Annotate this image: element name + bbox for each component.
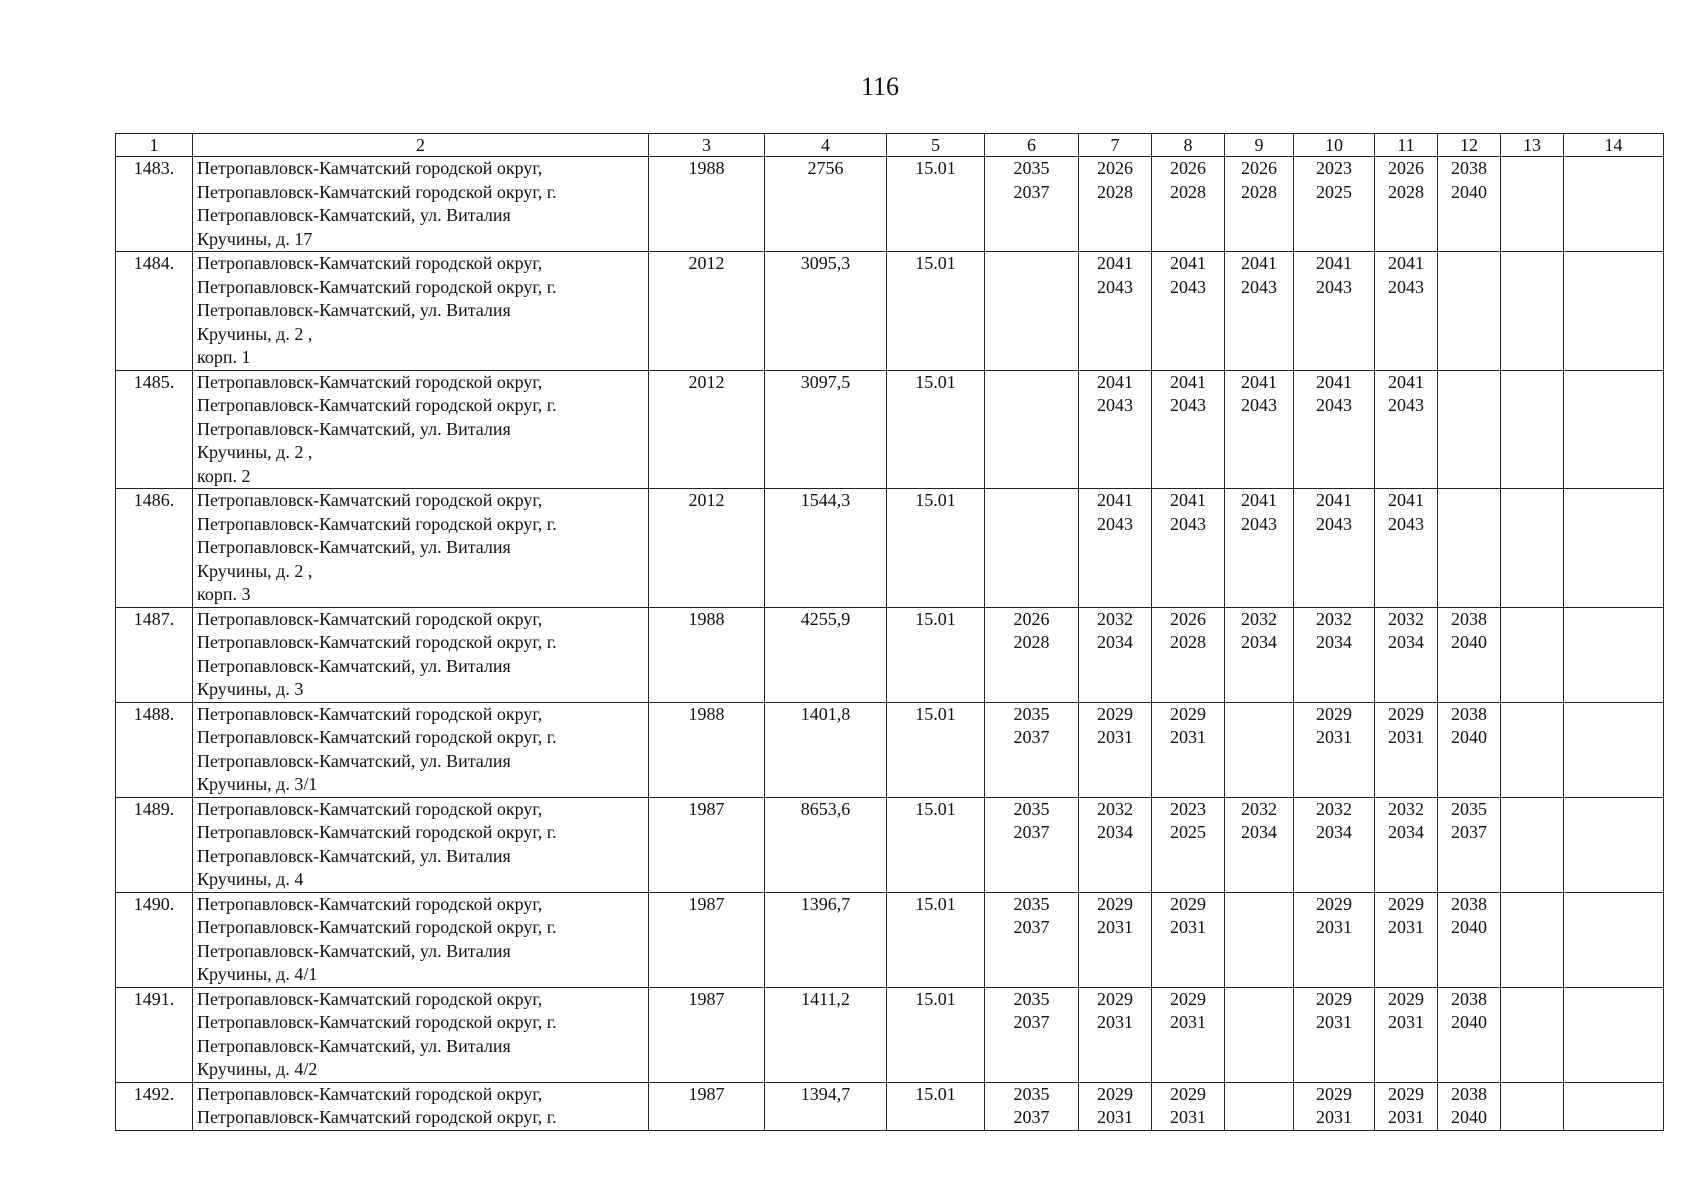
- code-cell: 15.01: [887, 797, 985, 892]
- table-row: [116, 370, 1664, 489]
- col6-cell: 2035 2037: [985, 987, 1079, 1082]
- table-row: [116, 892, 1664, 987]
- table-row: [116, 987, 1664, 1082]
- column-header: 11: [1375, 134, 1438, 157]
- col13-cell: [1501, 252, 1564, 371]
- area-cell: 1394,7: [765, 1082, 887, 1130]
- address-cell: Петропавловск-Камчатский городской округ, Петропавловск-Камчатский городской округ, г. Петропавловск-Камчатский, ул. Виталия Кручины, д. 2 , корп. 2: [193, 370, 649, 489]
- address-cell: Петропавловск-Камчатский городской округ, Петропавловск-Камчатский городской округ, г. Петропавловск-Камчатский, ул. Виталия Кручины, д. 17: [193, 157, 649, 252]
- col7-cell: 2029 2031: [1079, 702, 1152, 797]
- address-cell: Петропавловск-Камчатский городской округ, Петропавловск-Камчатский городской округ, г.: [193, 1082, 649, 1130]
- col14-cell: [1564, 157, 1664, 252]
- row-number: 1491.: [116, 987, 193, 1082]
- col13-cell: [1501, 157, 1564, 252]
- col8-cell: 2041 2043: [1152, 370, 1225, 489]
- col14-cell: [1564, 987, 1664, 1082]
- col7-cell: 2029 2031: [1079, 987, 1152, 1082]
- column-header: 1: [116, 134, 193, 157]
- area-cell: 4255,9: [765, 607, 887, 702]
- col6-cell: 2035 2037: [985, 892, 1079, 987]
- col9-cell: 2032 2034: [1225, 607, 1294, 702]
- address-cell: Петропавловск-Камчатский городской округ, Петропавловск-Камчатский городской округ, г. Петропавловск-Камчатский, ул. Виталия Кручины, д. 4/1: [193, 892, 649, 987]
- year-cell: 1987: [649, 797, 765, 892]
- col7-cell: 2032 2034: [1079, 607, 1152, 702]
- col14-cell: [1564, 607, 1664, 702]
- col7-cell: 2032 2034: [1079, 797, 1152, 892]
- col10-cell: 2023 2025: [1294, 157, 1375, 252]
- code-cell: 15.01: [887, 987, 985, 1082]
- address-cell: Петропавловск-Камчатский городской округ, Петропавловск-Камчатский городской округ, г. Петропавловск-Камчатский, ул. Виталия Кручины, д. 3/1: [193, 702, 649, 797]
- column-header: 8: [1152, 134, 1225, 157]
- col6-cell: 2035 2037: [985, 797, 1079, 892]
- table-row: [116, 1082, 1664, 1130]
- col9-cell: [1225, 892, 1294, 987]
- col11-cell: 2029 2031: [1375, 1082, 1438, 1130]
- code-cell: 15.01: [887, 370, 985, 489]
- area-cell: 1544,3: [765, 489, 887, 608]
- address-cell: Петропавловск-Камчатский городской округ, Петропавловск-Камчатский городской округ, г. Петропавловск-Камчатский, ул. Виталия Кручины, д. 2 , корп. 1: [193, 252, 649, 371]
- col11-cell: 2029 2031: [1375, 702, 1438, 797]
- code-cell: 15.01: [887, 1082, 985, 1130]
- year-cell: 2012: [649, 489, 765, 608]
- row-number: 1488.: [116, 702, 193, 797]
- col10-cell: 2032 2034: [1294, 607, 1375, 702]
- address-cell: Петропавловск-Камчатский городской округ, Петропавловск-Камчатский городской округ, г. Петропавловск-Камчатский, ул. Виталия Кручины, д. 2 , корп. 3: [193, 489, 649, 608]
- col7-cell: 2029 2031: [1079, 892, 1152, 987]
- col12-cell: 2038 2040: [1438, 157, 1501, 252]
- table-row: [116, 607, 1664, 702]
- col11-cell: 2032 2034: [1375, 607, 1438, 702]
- row-number: 1492.: [116, 1082, 193, 1130]
- col7-cell: 2041 2043: [1079, 252, 1152, 371]
- col8-cell: 2023 2025: [1152, 797, 1225, 892]
- col10-cell: 2041 2043: [1294, 370, 1375, 489]
- year-cell: 1988: [649, 702, 765, 797]
- col13-cell: [1501, 797, 1564, 892]
- code-cell: 15.01: [887, 607, 985, 702]
- col7-cell: 2029 2031: [1079, 1082, 1152, 1130]
- column-header: 6: [985, 134, 1079, 157]
- year-cell: 2012: [649, 252, 765, 371]
- housing-register-table: [115, 133, 1664, 1131]
- register-body: [116, 157, 1664, 1131]
- col8-cell: 2041 2043: [1152, 252, 1225, 371]
- year-cell: 1987: [649, 987, 765, 1082]
- area-cell: 3097,5: [765, 370, 887, 489]
- col13-cell: [1501, 987, 1564, 1082]
- col13-cell: [1501, 489, 1564, 608]
- code-cell: 15.01: [887, 489, 985, 608]
- year-cell: 1987: [649, 892, 765, 987]
- area-cell: 1396,7: [765, 892, 887, 987]
- col10-cell: 2029 2031: [1294, 702, 1375, 797]
- col9-cell: [1225, 1082, 1294, 1130]
- column-header: 14: [1564, 134, 1664, 157]
- col11-cell: 2026 2028: [1375, 157, 1438, 252]
- col8-cell: 2029 2031: [1152, 1082, 1225, 1130]
- col9-cell: 2032 2034: [1225, 797, 1294, 892]
- code-cell: 15.01: [887, 892, 985, 987]
- col12-cell: 2038 2040: [1438, 987, 1501, 1082]
- col14-cell: [1564, 370, 1664, 489]
- col6-cell: 2026 2028: [985, 607, 1079, 702]
- col6-cell: [985, 370, 1079, 489]
- col7-cell: 2026 2028: [1079, 157, 1152, 252]
- col9-cell: 2026 2028: [1225, 157, 1294, 252]
- col12-cell: [1438, 252, 1501, 371]
- year-cell: 2012: [649, 370, 765, 489]
- col10-cell: 2041 2043: [1294, 252, 1375, 371]
- column-header: 7: [1079, 134, 1152, 157]
- col12-cell: 2038 2040: [1438, 1082, 1501, 1130]
- col6-cell: 2035 2037: [985, 702, 1079, 797]
- col6-cell: 2035 2037: [985, 157, 1079, 252]
- col9-cell: [1225, 702, 1294, 797]
- col12-cell: 2035 2037: [1438, 797, 1501, 892]
- col14-cell: [1564, 797, 1664, 892]
- area-cell: 3095,3: [765, 252, 887, 371]
- year-cell: 1988: [649, 607, 765, 702]
- row-number: 1486.: [116, 489, 193, 608]
- area-cell: 1411,2: [765, 987, 887, 1082]
- col11-cell: 2029 2031: [1375, 987, 1438, 1082]
- col14-cell: [1564, 892, 1664, 987]
- col10-cell: 2029 2031: [1294, 892, 1375, 987]
- column-header: 2: [193, 134, 649, 157]
- row-number: 1485.: [116, 370, 193, 489]
- col10-cell: 2029 2031: [1294, 1082, 1375, 1130]
- code-cell: 15.01: [887, 702, 985, 797]
- col12-cell: 2038 2040: [1438, 607, 1501, 702]
- col12-cell: [1438, 370, 1501, 489]
- col8-cell: 2041 2043: [1152, 489, 1225, 608]
- column-header: 4: [765, 134, 887, 157]
- col14-cell: [1564, 1082, 1664, 1130]
- table-row: [116, 157, 1664, 252]
- col12-cell: 2038 2040: [1438, 702, 1501, 797]
- col8-cell: 2029 2031: [1152, 892, 1225, 987]
- table-row: [116, 797, 1664, 892]
- col11-cell: 2041 2043: [1375, 489, 1438, 608]
- col8-cell: 2029 2031: [1152, 702, 1225, 797]
- column-header: 10: [1294, 134, 1375, 157]
- code-cell: 15.01: [887, 157, 985, 252]
- col11-cell: 2041 2043: [1375, 370, 1438, 489]
- page-number: 116: [860, 72, 900, 101]
- row-number: 1490.: [116, 892, 193, 987]
- code-cell: 15.01: [887, 252, 985, 371]
- column-number-row: [116, 134, 1664, 157]
- col9-cell: 2041 2043: [1225, 252, 1294, 371]
- col11-cell: 2032 2034: [1375, 797, 1438, 892]
- col6-cell: 2035 2037: [985, 1082, 1079, 1130]
- column-header: 9: [1225, 134, 1294, 157]
- table-row: [116, 702, 1664, 797]
- row-number: 1487.: [116, 607, 193, 702]
- column-header: 3: [649, 134, 765, 157]
- address-cell: Петропавловск-Камчатский городской округ, Петропавловск-Камчатский городской округ, г. Петропавловск-Камчатский, ул. Виталия Кручины, д. 4/2: [193, 987, 649, 1082]
- col13-cell: [1501, 370, 1564, 489]
- col6-cell: [985, 489, 1079, 608]
- area-cell: 1401,8: [765, 702, 887, 797]
- column-header: 12: [1438, 134, 1501, 157]
- col10-cell: 2032 2034: [1294, 797, 1375, 892]
- table-row: [116, 252, 1664, 371]
- col13-cell: [1501, 1082, 1564, 1130]
- area-cell: 8653,6: [765, 797, 887, 892]
- area-cell: 2756: [765, 157, 887, 252]
- col8-cell: 2026 2028: [1152, 157, 1225, 252]
- col7-cell: 2041 2043: [1079, 489, 1152, 608]
- col14-cell: [1564, 252, 1664, 371]
- col12-cell: 2038 2040: [1438, 892, 1501, 987]
- col9-cell: [1225, 987, 1294, 1082]
- year-cell: 1987: [649, 1082, 765, 1130]
- col11-cell: 2041 2043: [1375, 252, 1438, 371]
- col14-cell: [1564, 489, 1664, 608]
- column-header: 5: [887, 134, 985, 157]
- col11-cell: 2029 2031: [1375, 892, 1438, 987]
- col13-cell: [1501, 892, 1564, 987]
- column-header: 13: [1501, 134, 1564, 157]
- col10-cell: 2041 2043: [1294, 489, 1375, 608]
- table-row: [116, 489, 1664, 608]
- col10-cell: 2029 2031: [1294, 987, 1375, 1082]
- row-number: 1483.: [116, 157, 193, 252]
- col7-cell: 2041 2043: [1079, 370, 1152, 489]
- row-number: 1484.: [116, 252, 193, 371]
- col9-cell: 2041 2043: [1225, 489, 1294, 608]
- col14-cell: [1564, 702, 1664, 797]
- col13-cell: [1501, 607, 1564, 702]
- col8-cell: 2026 2028: [1152, 607, 1225, 702]
- col13-cell: [1501, 702, 1564, 797]
- col12-cell: [1438, 489, 1501, 608]
- col8-cell: 2029 2031: [1152, 987, 1225, 1082]
- year-cell: 1988: [649, 157, 765, 252]
- row-number: 1489.: [116, 797, 193, 892]
- address-cell: Петропавловск-Камчатский городской округ, Петропавловск-Камчатский городской округ, г. Петропавловск-Камчатский, ул. Виталия Кручины, д. 3: [193, 607, 649, 702]
- col9-cell: 2041 2043: [1225, 370, 1294, 489]
- address-cell: Петропавловск-Камчатский городской округ, Петропавловск-Камчатский городской округ, г. Петропавловск-Камчатский, ул. Виталия Кручины, д. 4: [193, 797, 649, 892]
- col6-cell: [985, 252, 1079, 371]
